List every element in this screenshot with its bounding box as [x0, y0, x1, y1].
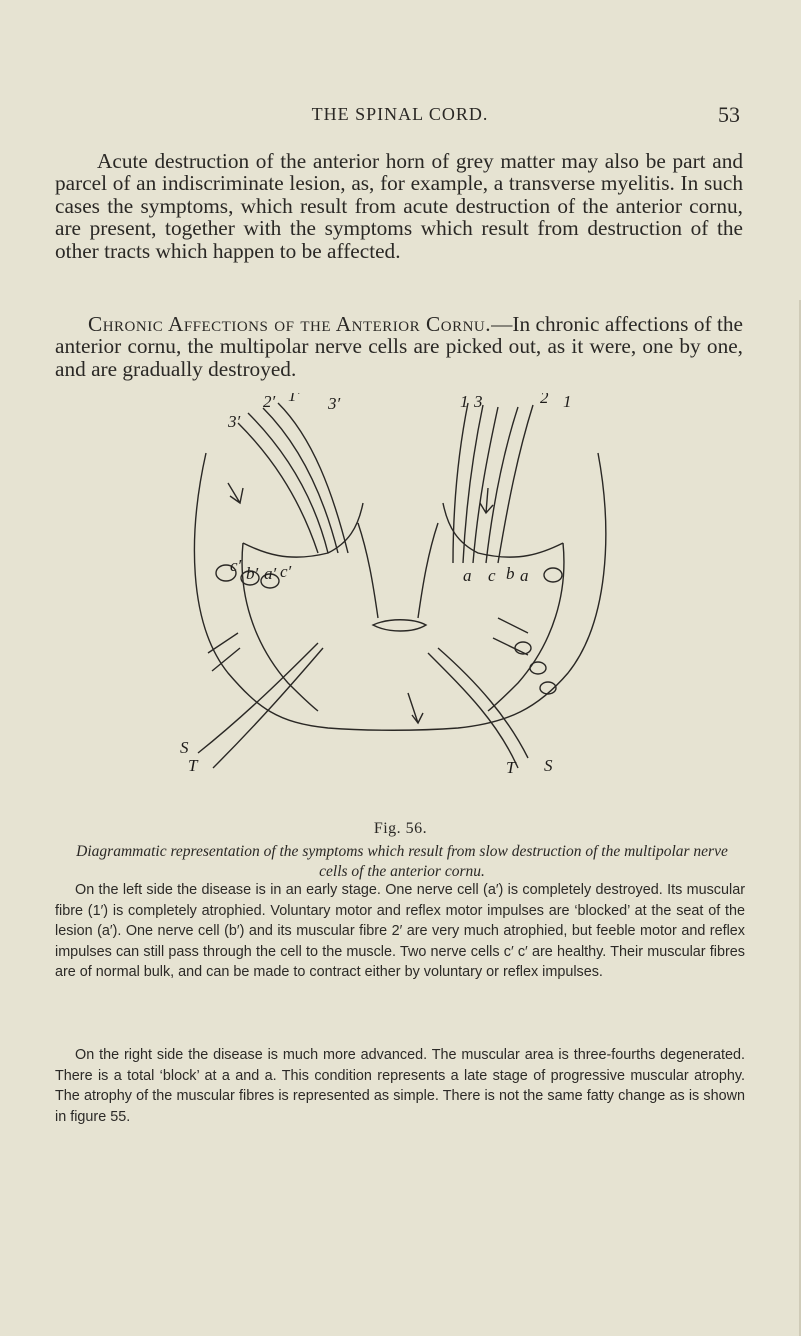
- label-a-prime: a′: [264, 564, 277, 583]
- right-fibre-bundle: [453, 403, 533, 563]
- label-b-prime: b′: [246, 564, 259, 583]
- label-1prime: 1′: [288, 393, 301, 405]
- right-branch-lines: [493, 618, 528, 655]
- cell-c-right: [544, 568, 562, 582]
- figure-svg: [168, 393, 638, 813]
- label-3: 3: [474, 393, 483, 411]
- paragraph-chronic-affections: [55, 313, 743, 380]
- section-body: —In chronic affections of the anterior cornu, the multipolar nerve cells are picked out, as it were, one by one, and are gradually destroyed.: [55, 312, 743, 381]
- label-t-right: T: [506, 758, 516, 777]
- figure-caption: Fig. 56.: [373, 820, 428, 837]
- central-canal: [373, 620, 426, 631]
- section-heading: Chronic Affections of the Anterior Cornu.: [88, 312, 492, 336]
- spinal-cord-diagram: [168, 393, 638, 813]
- label-t-left: T: [188, 756, 198, 775]
- label-s-right: S: [544, 756, 553, 775]
- left-fibre-bundle: [238, 403, 348, 553]
- label-a-right: a: [520, 566, 529, 585]
- arrow-centre-bottom: [408, 693, 423, 723]
- label-b-right: b: [506, 564, 515, 583]
- label-c-right: c: [488, 566, 496, 585]
- posterior-septum: [358, 523, 438, 618]
- label-c-prime-left: c′: [230, 556, 242, 575]
- label-2prime: 2′: [263, 393, 276, 411]
- cell-right-2: [530, 662, 546, 674]
- arrow-left-top: [228, 483, 243, 503]
- label-c-prime-right: c′: [280, 562, 292, 581]
- label-1-b: 1: [563, 393, 572, 411]
- cord-outline: [194, 453, 605, 730]
- label-a-left: a: [463, 566, 472, 585]
- figure-legend-title: Diagrammatic representation of the symptoms which result from slow destruction of the multipolar nerve cells of the anterior cornu.: [76, 843, 728, 880]
- label-3prime-left: 3′: [228, 412, 241, 431]
- label-s-left: S: [180, 738, 189, 757]
- left-branch-lines: [208, 633, 240, 671]
- page-number: 53: [718, 102, 740, 127]
- running-head: THE SPINAL CORD.: [311, 104, 489, 124]
- legend-right-side: On the right side the disease is much more advanced. The muscular area is three-fourths degenerated. There is a total ‘block’ at a and a. This condition represents a late stage of progressive muscular atrophy. The atrophy of the muscular fibres is represented as simple. There is not the same fatty change as is shown in figure 55.: [55, 1047, 745, 1125]
- label-2: 2: [540, 393, 549, 407]
- legend-left-side: On the left side the disease is in an early stage. One nerve cell (a′) is completely destroyed. Its muscular fibre (1′) is completely atrophied. Voluntary motor and reflex motor impulses are ‘blocked’ at the seat of the lesion (a′). One nerve cell (b′) and its muscular fibre 2′ are very much atrophied, but feeble motor and reflex impulses can still pass through the cell to the muscle. Two nerve cells c′ c′ are healthy. Their muscular fibres are of normal bulk, and can be made to contract either by voluntary or reflex impulses.: [55, 882, 745, 981]
- label-3prime-top: 3′: [328, 394, 341, 413]
- paragraph-acute-destruction: Acute destruction of the anterior horn of grey matter may also be part and parcel of an indiscriminate lesion, as, for example, a transverse myelitis. In such cases the symptoms, which result from acute destruction of the anterior cornu, are present, together with the symptoms which result from destruction of the other tracts which happen to be affected.: [55, 149, 743, 263]
- label-1: 1: [460, 393, 469, 411]
- page-header: [60, 104, 740, 134]
- right-motor-fibre: [428, 648, 528, 768]
- left-grey-horn: [242, 503, 363, 711]
